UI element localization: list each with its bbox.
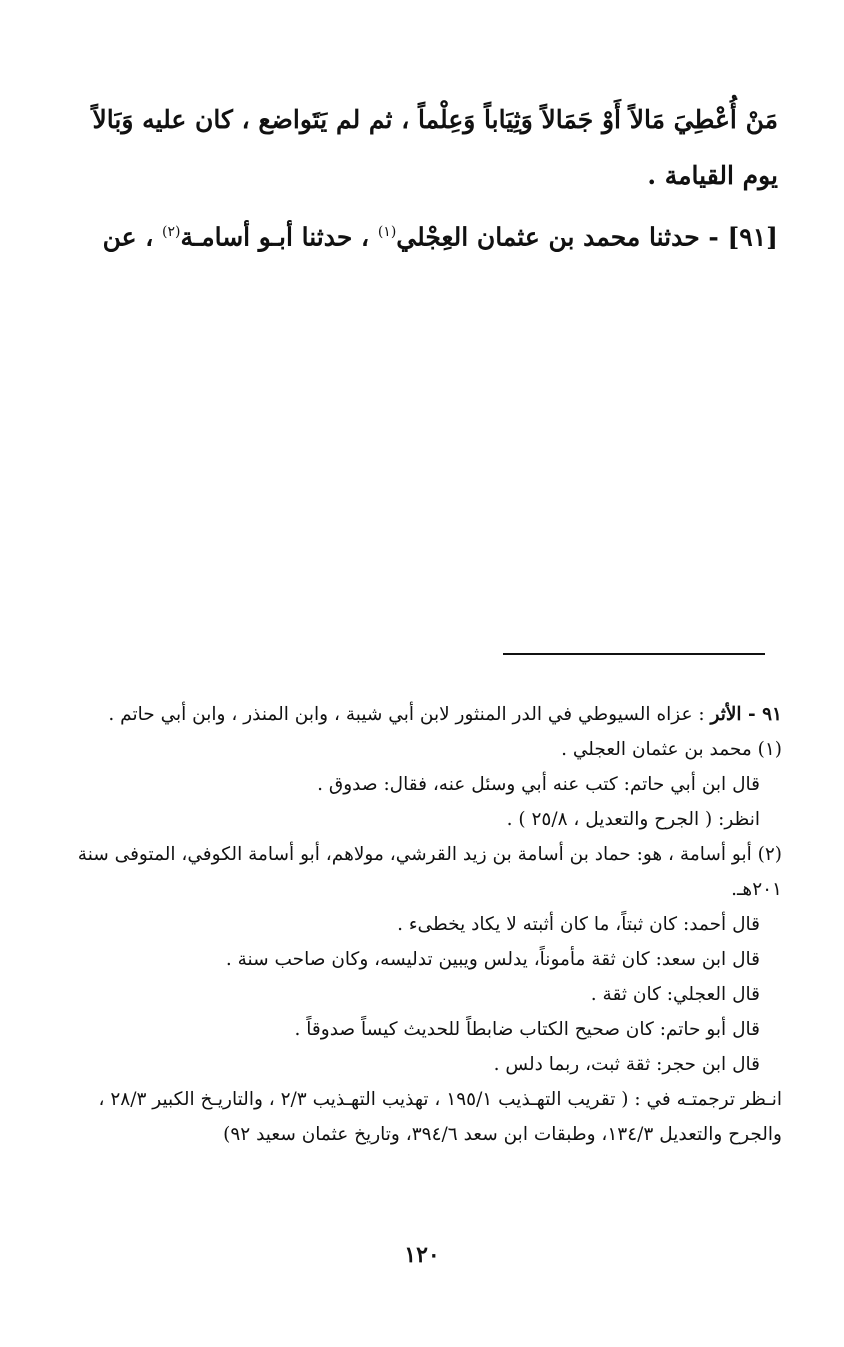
note2-title: (٢) أبو أسامة ، هو: حماد بن أسامة بن زيد القرشي، مولاهم، أبو أسامة الكوفي، المتوفى سنة ٢٠١هـ. bbox=[77, 844, 782, 900]
footnote-ref-1[interactable]: (١) bbox=[377, 224, 397, 240]
page-number: ١٢٠ bbox=[404, 1242, 440, 1268]
note2-line: قال أحمد: كان ثبتاً، ما كان أثبته لا يكاد يخطىء . bbox=[397, 914, 760, 935]
athar-note bbox=[74, 697, 782, 732]
note1-line: انظر: ( الجرح والتعديل ، ٢٥/٨ ) . bbox=[506, 809, 760, 830]
athar-text: : عزاه السيوطي في الدر المنثور لابن أبي شيبة ، وابن المنذر ، وابن أبي حاتم . bbox=[108, 704, 711, 725]
hadith-number: [٩١] bbox=[727, 222, 778, 252]
footnotes bbox=[74, 697, 782, 1152]
footnote-ref-2[interactable]: (٢) bbox=[162, 224, 181, 240]
note2-references: انـظر ترجمتـه في : ( تقريب التهـذيب ١٩٥/١ ، تهذيب التهـذيب ٢/٣ ، والتاريـخ الكبير ٢٨/٣ ، والجرح والتعديل ١٣٤/٣، وطبقات ابن سعد ٣٩٤/٦، وتاريخ عثمان سعيد ٩٢) bbox=[98, 1089, 782, 1145]
hadith-text-b: ، حدثنا أبـو أسامـة bbox=[180, 222, 378, 252]
main-text bbox=[78, 92, 778, 265]
hadith-text-a: - حدثنا محمد بن عثمان العِجْلي bbox=[396, 222, 728, 252]
main-paragraph: مَنْ أُعْطِيَ مَالاً أَوْ جَمَالاً وَثِيَاباً وَعِلْماً ، ثم لم يَتَواضع ، كان عليه وَبَالاً يوم القيامة . bbox=[92, 105, 778, 190]
note2-line: قال العجلي: كان ثقة . bbox=[590, 984, 760, 1005]
note2-line: قال أبو حاتم: كان صحيح الكتاب ضابطاً للحديث كيساً صدوقاً . bbox=[294, 1019, 760, 1040]
hadith-text-c: ، عن bbox=[102, 222, 162, 252]
hadith-line bbox=[78, 204, 778, 265]
note2-line: قال ابن حجر: ثقة ثبت، ربما دلس . bbox=[493, 1054, 760, 1075]
footnote-separator bbox=[503, 653, 765, 655]
note2-line: قال ابن سعد: كان ثقة مأموناً، يدلس ويبين تدليسه، وكان صاحب سنة . bbox=[225, 949, 760, 970]
athar-label: ٩١ - الأثر bbox=[710, 704, 782, 725]
note1-title: (١) محمد بن عثمان العجلي . bbox=[561, 739, 782, 760]
note1-line: قال ابن أبي حاتم: كتب عنه أبي وسئل عنه، فقال: صدوق . bbox=[317, 774, 760, 795]
